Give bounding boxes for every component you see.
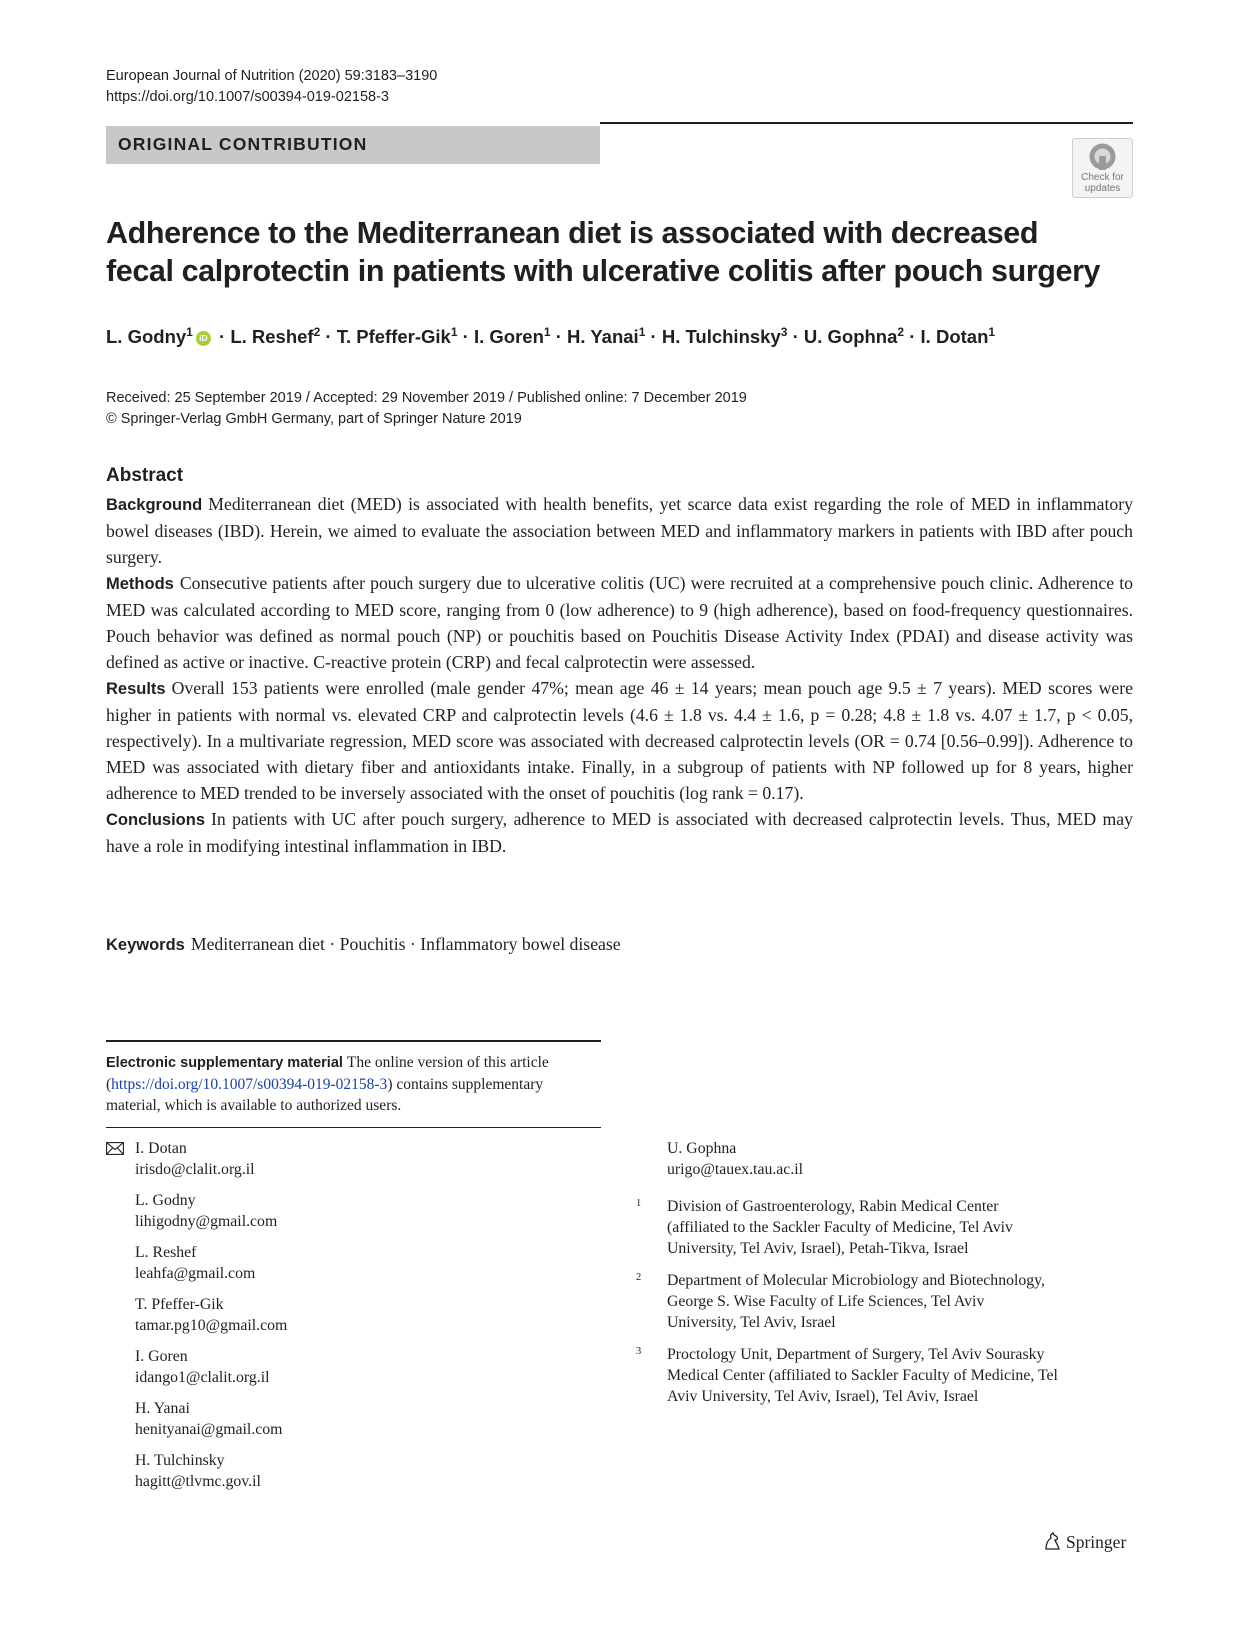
contact-name: H. Yanai [135,1400,190,1417]
affiliation: 1 Division of Gastroenterology, Rabin Medical Center (affiliated to the Sackler Faculty of Medicine, Tel Aviv University, Tel Aviv, Israel), Petah-Tikva, Israel [667,1196,1127,1259]
article-title [106,214,1116,290]
affiliation-number: 3 [636,1346,642,1357]
contact-email[interactable]: henityanai@gmail.com [135,1421,283,1438]
footnote-rule [106,1127,601,1128]
author-name[interactable]: H. Tulchinsky [661,326,781,347]
esm-link[interactable]: https://doi.org/10.1007/s00394-019-02158-3 [111,1076,388,1093]
author-name[interactable]: U. Gophna [803,326,898,347]
author-separator: · [650,326,657,347]
author-name[interactable]: I. Goren [473,326,544,347]
contact-entry [135,1398,575,1440]
check-for-updates-badge[interactable] [1072,138,1133,198]
results-label: Results [106,680,166,698]
affiliation-ref: 3 [780,325,788,339]
affiliation-ref: 1 [186,325,193,339]
contact-email[interactable]: hagitt@tlvmc.gov.il [135,1473,261,1490]
esm-label: Electronic supplementary material [106,1055,343,1071]
publisher-logo [1042,1531,1126,1553]
contact-name: I. Goren [135,1348,188,1365]
contact-email[interactable]: leahfa@gmail.com [135,1265,256,1282]
affiliations-column [636,1138,1127,1418]
affiliation-ref: 1 [450,325,458,339]
author-name[interactable]: H. Yanai [567,326,639,347]
author-name[interactable]: L. Godny [106,326,187,347]
title-line: fecal calprotectin in patients with ulcerative colitis after pouch surgery [106,254,1101,288]
results-text: Overall 153 patients were enrolled (male gender 47%; mean age 46 ± 14 years; mean pouch age 9.5 ± 7 years). MED scores were higher in patients with normal vs. elevated CRP and calprotectin levels (4.6 ± 1.8 vs. 4.4 ± 1.6, p = 0.28; 4.8 ± 1.8 vs. 4.07 ± 1.7, p < 0.05, respectively). In a multivariate regression, MED score was associated with decreased calprotectin levels (OR = 0.74 [0.56–0.99]). Adherence to MED was associated with dietary fiber and antioxidants intake. Finally, in a subgroup of patients with NP followed up for 8 years, higher adherence to MED trended to be inversely associated with the onset of pouchitis (log rank = 0.17). [106,678,1133,803]
methods-text: Consecutive patients after pouch surgery due to ulcerative colitis (UC) were recruited at a comprehensive pouch clinic. Adherence to MED was calculated according to MED score, ranging from 0 (low adherence) to 9 (high adherence), based on food-frequency questionnaires. Pouch behavior was defined as normal pouch (NP) or pouchitis based on Pouchitis Disease Activity Index (PDAI) and disease activity was defined as active or inactive. C-reactive protein (CRP) and fecal calprotectin were assessed. [106,573,1133,672]
contact-name: H. Tulchinsky [135,1452,225,1469]
journal-line: European Journal of Nutrition (2020) 59:3183–3190 [106,68,438,84]
contact-entry [135,1190,575,1232]
publication-history [106,388,747,430]
abstract-conclusions [106,806,1133,859]
conclusions-text: In patients with UC after pouch surgery, adherence to MED is associated with decreased calprotectin levels. Thus, MED may have a role in modifying intestinal inflammation in IBD. [106,809,1133,856]
methods-label: Methods [106,575,174,593]
author-separator: · [462,326,469,347]
doi-link[interactable]: https://doi.org/10.1007/s00394-019-02158-3 [106,89,389,105]
abstract-results [106,675,1133,806]
contact-email[interactable]: tamar.pg10@gmail.com [135,1317,288,1334]
author-separator: · [909,326,916,347]
author-name[interactable]: T. Pfeffer-Gik [336,326,451,347]
abstract-heading: Abstract [106,465,184,486]
contact-name: U. Gophna [667,1140,737,1157]
contact-email[interactable]: idango1@clalit.org.il [135,1369,270,1386]
title-line: Adherence to the Mediterranean diet is associated with decreased [106,216,1039,250]
check-updates-icon [1088,142,1117,171]
contact-entry [135,1450,575,1492]
affiliation-ref: 1 [638,325,646,339]
esm-text: The online version of this article ( [106,1054,549,1093]
springer-horse-icon [1042,1531,1062,1551]
corresponding-contacts [135,1138,575,1502]
contact-entry [135,1242,575,1284]
contact-entry [135,1138,575,1180]
affiliation-number: 2 [636,1272,642,1283]
footnote-rule [106,1040,601,1042]
author-name[interactable]: L. Reshef [230,326,314,347]
publisher-name: Springer [1066,1532,1127,1552]
affiliation: 3 Proctology Unit, Department of Surgery, Tel Aviv Sourasky Medical Center (affiliated to Sackler Faculty of Medicine, Tel Aviv University, Tel Aviv, Israel), Tel Aviv, Israel [667,1344,1127,1407]
contact-entry [667,1138,1127,1180]
author-list [106,325,995,348]
contact-name: I. Dotan [135,1140,187,1157]
contact-name: L. Reshef [135,1244,197,1261]
author-name[interactable]: I. Dotan [920,326,989,347]
author-separator: · [219,326,226,347]
affiliation-ref: 1 [988,325,996,339]
abstract-body [106,491,1133,859]
section-label: ORIGINAL CONTRIBUTION [118,134,368,154]
keywords-text: Mediterranean diet · Pouchitis · Inflammatory bowel disease [190,934,621,954]
keywords-label: Keywords [106,936,185,954]
supplementary-note [106,1052,601,1116]
dates-line: Received: 25 September 2019 / Accepted: 29 November 2019 / Published online: 7 December 2019 [106,390,747,406]
contact-email[interactable]: irisdo@clalit.org.il [135,1161,255,1178]
contact-email[interactable]: urigo@tauex.tau.ac.il [667,1161,804,1178]
envelope-icon [106,1142,124,1160]
contact-email[interactable]: lihigodny@gmail.com [135,1213,278,1230]
affiliation-number: 1 [636,1198,642,1209]
badge-label: Check for updates [1081,172,1124,194]
orcid-icon[interactable]: iD [196,331,211,346]
contact-entry [135,1346,575,1388]
background-label: Background [106,496,203,514]
affiliation-ref: 2 [313,325,321,339]
contact-name: L. Godny [135,1192,196,1209]
affiliation-ref: 1 [543,325,551,339]
affiliation: 2 Department of Molecular Microbiology and Biotechnology, George S. Wise Faculty of Life Sciences, Tel Aviv University, Tel Aviv, Israel [667,1270,1127,1333]
abstract-methods [106,570,1133,675]
author-separator: · [325,326,332,347]
abstract-background [106,491,1133,570]
background-text: Mediterranean diet (MED) is associated with health benefits, yet scarce data exist regarding the role of MED in inflammatory bowel diseases (IBD). Herein, we aimed to evaluate the association between MED and inflammatory markers in patients with IBD after pouch surgery. [106,494,1133,567]
conclusions-label: Conclusions [106,811,206,829]
contact-name: T. Pfeffer-Gik [135,1296,224,1313]
copyright-line: © Springer-Verlag GmbH Germany, part of Springer Nature 2019 [106,411,522,427]
affiliation-ref: 2 [897,325,905,339]
esm-text: ) contains supplementary material, which is available to authorized users. [106,1076,544,1114]
header-rule [600,122,1133,124]
contact-entry [135,1294,575,1336]
keywords [106,934,621,955]
journal-citation [106,66,437,108]
author-separator: · [555,326,562,347]
author-separator: · [792,326,799,347]
